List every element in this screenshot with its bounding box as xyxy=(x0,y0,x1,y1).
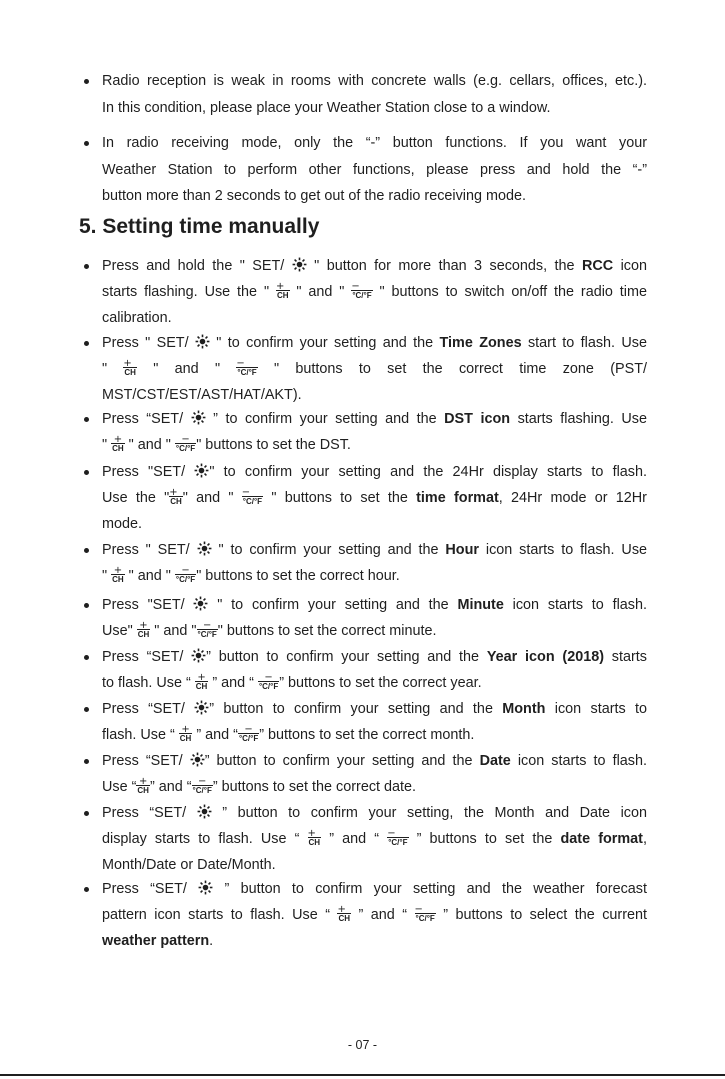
sun-light-icon xyxy=(190,752,205,767)
button-label: CH xyxy=(137,630,150,640)
bullet-icon xyxy=(84,603,89,608)
cf-minus-button-icon xyxy=(387,829,408,847)
sun-light-icon xyxy=(191,410,206,425)
bullet-icon xyxy=(84,79,89,84)
bullet-icon xyxy=(84,141,89,146)
ch-plus-button-icon xyxy=(195,673,209,691)
text-run: Press “SET/ xyxy=(102,805,197,821)
bullet-icon xyxy=(84,707,89,712)
ch-plus-button-icon xyxy=(111,435,125,453)
ch-plus-button-icon xyxy=(179,725,193,743)
text-run: ” button to confirm your setting and the xyxy=(204,753,480,769)
bullet-icon xyxy=(84,548,89,553)
text-line xyxy=(102,880,647,898)
button-sign: − xyxy=(387,828,396,840)
cf-minus-button-icon xyxy=(175,435,196,453)
sun-light-icon xyxy=(197,804,212,819)
text-run: " to confirm your setting and the xyxy=(211,542,446,558)
text-line xyxy=(102,752,647,770)
sun-light-icon xyxy=(191,648,206,663)
text-line xyxy=(102,622,436,640)
bold-term: Year icon (2018) xyxy=(486,649,605,665)
text-run: , xyxy=(642,831,647,847)
text-run: MST/CST/EST/AST/HAT/AKT). xyxy=(102,387,302,403)
cf-minus-button-icon xyxy=(415,905,436,923)
text-run: Press and hold the " SET/ xyxy=(102,258,292,274)
text-run: Press “SET/ xyxy=(102,881,199,897)
bold-term: Time Zones xyxy=(439,335,522,351)
bullet-icon xyxy=(84,341,89,346)
button-label: CH xyxy=(308,838,321,848)
ch-plus-button-icon xyxy=(111,566,125,584)
text-run: " buttons to set the correct time zone (PST/ xyxy=(257,361,647,377)
button-label: CH xyxy=(338,914,351,924)
bullet-icon xyxy=(84,470,89,475)
text-run: " xyxy=(102,568,112,584)
button-label: °C/°F xyxy=(175,444,196,454)
cf-minus-button-icon xyxy=(175,566,196,584)
bullet-icon xyxy=(84,887,89,892)
bold-term: Minute xyxy=(457,597,504,613)
text-run: ” buttons to select the current xyxy=(435,907,647,923)
text-run: icon starts to flash. Use xyxy=(478,542,648,558)
text-line xyxy=(102,334,647,352)
button-sign: + xyxy=(337,904,346,916)
text-run: Press " SET/ xyxy=(102,542,197,558)
ch-plus-button-icon xyxy=(276,282,290,300)
text-run: to flash. Use “ xyxy=(102,675,195,691)
text-run: " and " xyxy=(124,568,175,584)
text-line xyxy=(102,257,647,275)
text-line xyxy=(102,187,526,205)
button-label: °C/°F xyxy=(242,497,263,507)
text-run: button more than 2 seconds to get out of the radio receiving mode. xyxy=(102,188,526,204)
text-run: " and " xyxy=(182,490,242,506)
text-line xyxy=(102,436,351,454)
text-run: Press "SET/ xyxy=(102,464,195,480)
button-label: °C/°F xyxy=(258,682,279,692)
button-sign: + xyxy=(275,281,285,293)
text-run: Press “SET/ xyxy=(102,649,192,665)
text-run: ” buttons to set the correct date. xyxy=(212,779,417,795)
button-label: °C/°F xyxy=(352,291,372,301)
button-label: °C/°F xyxy=(175,575,196,585)
text-run: " and " xyxy=(136,361,237,377)
text-run: Press "SET/ xyxy=(102,597,194,613)
text-run: starts flashing. Use xyxy=(510,411,647,427)
cf-minus-button-icon xyxy=(242,488,263,506)
cf-minus-button-icon xyxy=(351,282,372,300)
button-sign: + xyxy=(197,672,206,684)
cf-minus-button-icon xyxy=(238,725,259,743)
text-line xyxy=(102,161,647,179)
text-run: ” buttons to set the correct year. xyxy=(279,675,482,691)
bullet-icon xyxy=(84,759,89,764)
button-label: CH xyxy=(137,786,149,796)
text-run: Month/Date or Date/Month. xyxy=(102,857,276,873)
text-run: ” button to confirm your setting and the xyxy=(209,701,503,717)
button-sign: − xyxy=(264,672,273,684)
text-run: In radio receiving mode, only the “-” button functions. If you want your xyxy=(102,135,647,151)
button-sign: + xyxy=(113,434,123,446)
text-line xyxy=(102,830,647,848)
text-run: start to flash. Use xyxy=(521,335,647,351)
cf-minus-button-icon xyxy=(197,621,218,639)
bullet-icon xyxy=(84,264,89,269)
cf-minus-button-icon xyxy=(236,359,257,377)
text-line xyxy=(102,134,647,152)
text-line xyxy=(102,360,647,378)
text-line xyxy=(102,309,172,327)
text-run: ” button to confirm your setting and the weather forecast xyxy=(213,881,647,897)
text-run: " to confirm your setting and the xyxy=(208,597,458,613)
ch-plus-button-icon xyxy=(123,359,137,377)
text-run: Use the " xyxy=(102,490,170,506)
button-sign: − xyxy=(241,487,251,499)
ch-plus-button-icon xyxy=(137,621,151,639)
button-sign: − xyxy=(181,434,190,446)
text-run: Use “ xyxy=(102,779,137,795)
button-sign: − xyxy=(198,776,207,788)
button-label: CH xyxy=(179,734,192,744)
button-sign: + xyxy=(181,724,190,736)
bottom-rule xyxy=(0,1074,725,1076)
text-run: " to confirm your setting and the xyxy=(209,335,440,351)
text-run: Press “SET/ xyxy=(102,701,195,717)
sun-light-icon xyxy=(292,257,307,272)
text-line xyxy=(102,99,551,117)
button-label: CH xyxy=(276,291,289,301)
text-line xyxy=(102,515,142,533)
text-run: ” and “ xyxy=(351,907,415,923)
text-line xyxy=(102,463,647,481)
button-label: CH xyxy=(124,368,136,378)
text-run: " and " xyxy=(289,284,352,300)
text-line xyxy=(102,541,647,559)
text-run: calibration. xyxy=(102,310,172,326)
text-run: " xyxy=(102,437,112,453)
button-label: °C/°F xyxy=(238,734,259,744)
text-run: ” button to confirm your setting and the xyxy=(206,649,487,665)
button-sign: + xyxy=(113,565,123,577)
text-run: ” and “ xyxy=(192,727,238,743)
text-run: " to confirm your setting and the 24Hr display starts to flash. xyxy=(209,464,648,480)
text-run: starts flashing. Use the " xyxy=(102,284,276,300)
text-run: icon xyxy=(613,258,648,274)
text-run: Press “SET/ xyxy=(102,753,190,769)
text-line xyxy=(102,856,276,874)
text-line xyxy=(102,674,482,692)
text-line xyxy=(102,489,647,507)
text-run: " and " xyxy=(124,437,175,453)
button-label: °C/°F xyxy=(197,630,217,640)
button-sign: + xyxy=(138,776,148,788)
button-sign: − xyxy=(202,620,212,632)
text-line xyxy=(102,778,416,796)
ch-plus-button-icon xyxy=(136,777,150,795)
text-run: " buttons to switch on/off the radio time xyxy=(372,284,647,300)
text-line xyxy=(102,726,474,744)
text-run: Weather Station to perform other functions, please press and hold the “-” xyxy=(102,162,647,178)
ch-plus-button-icon xyxy=(337,905,351,923)
button-sign: − xyxy=(351,281,360,293)
button-label: CH xyxy=(112,575,124,585)
button-sign: + xyxy=(169,487,178,499)
text-run: starts xyxy=(604,649,647,665)
text-run: Press “SET/ xyxy=(102,411,191,427)
text-run: ” and “ xyxy=(149,779,192,795)
bold-term: DST icon xyxy=(444,411,511,427)
button-label: °C/°F xyxy=(237,368,257,378)
bullet-icon xyxy=(84,811,89,816)
bullet-icon xyxy=(84,417,89,422)
text-line xyxy=(102,906,647,924)
button-label: °C/°F xyxy=(192,786,212,796)
bullet-icon xyxy=(84,655,89,660)
text-run: In this condition, please place your Weather Station close to a window. xyxy=(102,100,551,116)
text-line xyxy=(102,596,647,614)
text-line xyxy=(102,804,647,822)
sun-light-icon xyxy=(195,334,210,349)
cf-minus-button-icon xyxy=(192,777,213,795)
bold-term: Month xyxy=(502,701,546,717)
text-line xyxy=(102,283,647,301)
button-label: °C/°F xyxy=(415,914,435,924)
button-sign: + xyxy=(307,828,316,840)
text-run: " buttons to set the DST. xyxy=(196,437,351,453)
button-label: CH xyxy=(112,444,124,454)
ch-plus-button-icon xyxy=(308,829,322,847)
button-label: °C/°F xyxy=(388,838,408,848)
text-run: ” button to confirm your setting, the Month and Date icon xyxy=(211,805,647,821)
sun-light-icon xyxy=(197,541,212,556)
section-title: 5. Setting time manually xyxy=(79,215,320,238)
text-run: " buttons to set the correct minute. xyxy=(217,623,437,639)
button-sign: − xyxy=(181,565,190,577)
text-run: " xyxy=(102,361,124,377)
text-run: , 24Hr mode or 12Hr xyxy=(498,490,647,506)
text-run: " buttons to set the xyxy=(263,490,417,506)
text-run: Use" xyxy=(102,623,137,639)
text-run: " and " xyxy=(150,623,197,639)
text-run: pattern icon starts to flash. Use “ xyxy=(102,907,338,923)
bold-term: Date xyxy=(479,753,511,769)
bold-term: weather pattern xyxy=(102,933,210,949)
cf-minus-button-icon xyxy=(258,673,279,691)
button-sign: − xyxy=(244,724,253,736)
sun-light-icon xyxy=(194,700,209,715)
text-run: ” and “ xyxy=(321,831,388,847)
text-run: icon starts to xyxy=(545,701,648,717)
text-run: Radio reception is weak in rooms with concrete walls (e.g. cellars, offices, etc.). xyxy=(102,73,647,89)
text-run: . xyxy=(209,933,214,949)
sun-light-icon xyxy=(198,880,213,895)
text-line xyxy=(102,410,647,428)
bold-term: date format xyxy=(560,831,643,847)
sun-light-icon xyxy=(194,463,209,478)
text-run: ” buttons to set the xyxy=(408,831,561,847)
text-line xyxy=(102,648,647,666)
button-sign: − xyxy=(236,358,245,370)
bold-term: RCC xyxy=(581,258,614,274)
text-run: icon starts to flash. xyxy=(510,753,647,769)
sun-light-icon xyxy=(193,596,208,611)
page-number: - 07 - xyxy=(347,1038,378,1052)
text-run: mode. xyxy=(102,516,142,532)
text-run: Press " SET/ xyxy=(102,335,195,351)
bold-term: Hour xyxy=(445,542,479,558)
text-run: display starts to flash. Use “ xyxy=(102,831,308,847)
text-line xyxy=(102,932,213,950)
button-sign: + xyxy=(123,358,132,370)
button-sign: + xyxy=(139,620,148,632)
text-line xyxy=(102,72,647,90)
button-label: CH xyxy=(170,497,182,507)
text-run: " buttons to set the correct hour. xyxy=(196,568,400,584)
text-run: ” to confirm your setting and the xyxy=(205,411,445,427)
text-line xyxy=(102,700,647,718)
text-run: flash. Use “ xyxy=(102,727,179,743)
bold-term: time format xyxy=(416,490,499,506)
text-line xyxy=(102,386,302,404)
button-sign: − xyxy=(414,904,423,916)
button-label: CH xyxy=(195,682,208,692)
text-run: ” buttons to set the correct month. xyxy=(259,727,475,743)
text-run: ” and “ xyxy=(208,675,258,691)
text-run: " button for more than 3 seconds, the xyxy=(306,258,582,274)
text-run: icon starts to flash. xyxy=(503,597,647,613)
ch-plus-button-icon xyxy=(169,488,183,506)
text-line xyxy=(102,567,400,585)
